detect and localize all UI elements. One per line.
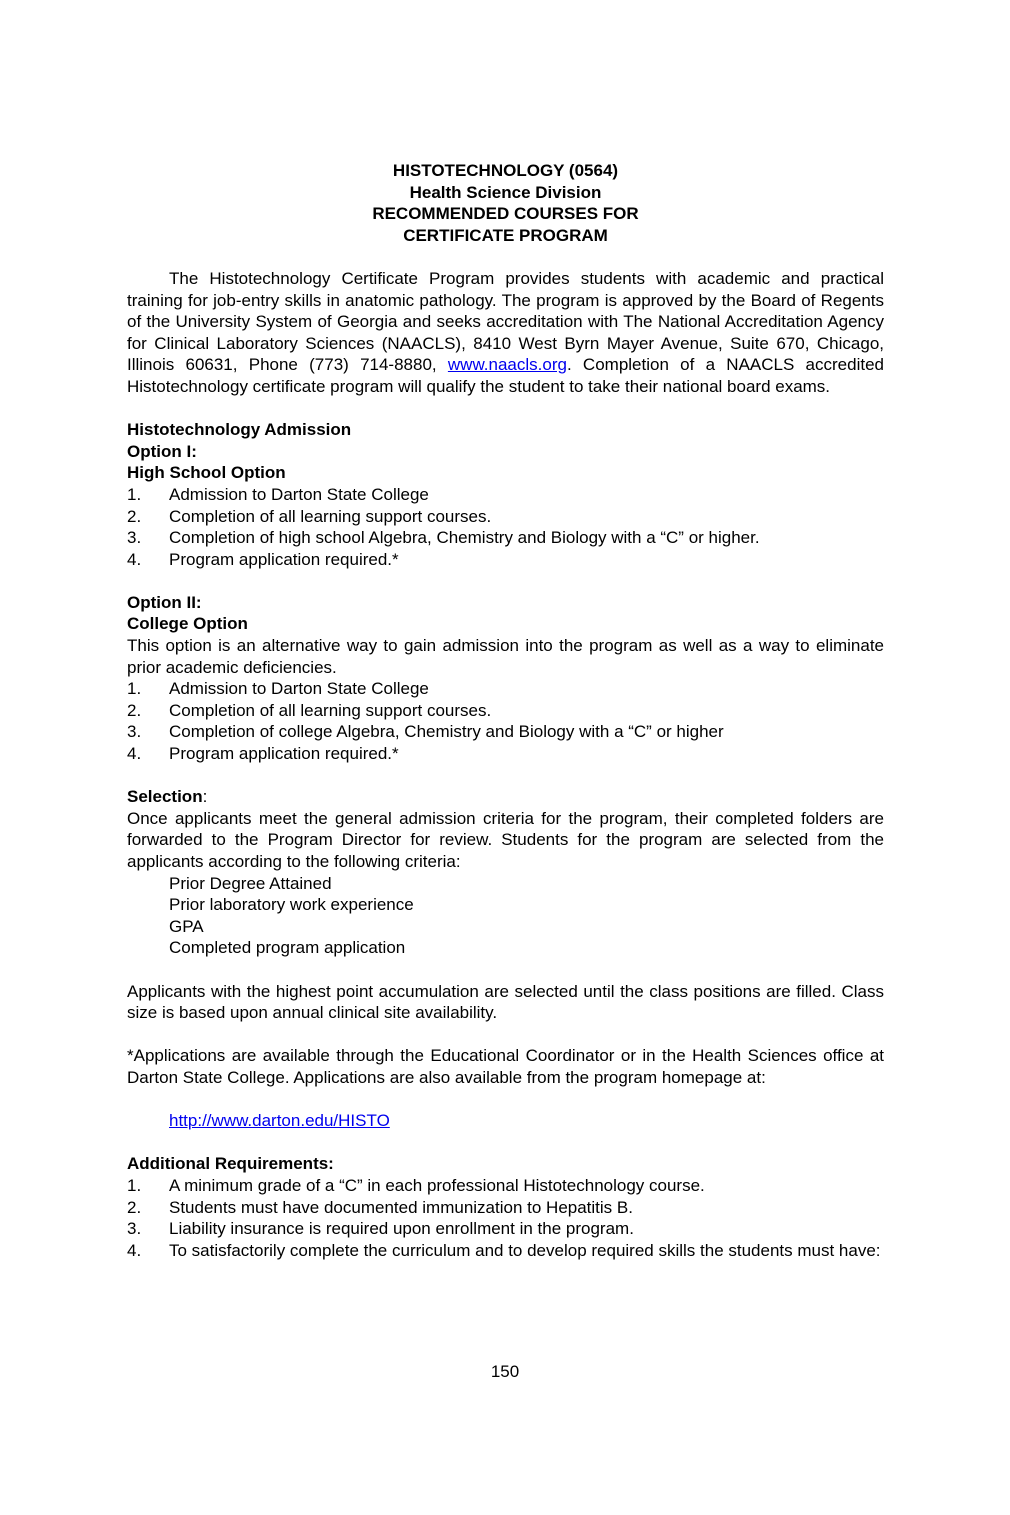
document-page xyxy=(127,160,884,1261)
selection-heading: Selection xyxy=(127,787,203,807)
intro-text-after: . Completion of a NAACLS accredited Histotechnology certificate program will qualify the student to take their national board exams. xyxy=(127,355,884,396)
list-item: 2. Completion of all learning support courses. xyxy=(127,700,492,720)
list-item: 4. To satisfactorily complete the curriculum and to develop required skills the students must have: xyxy=(127,1240,881,1260)
intro-text-before: The Histotechnology Certificate Program provides students with academic and practical training for job-entry skills in anatomic pathology. The program is approved by the Board of Regents of the University System of Georgia and seeks accreditation with The National Accreditation Agency for Clinical Laboratory Sciences (NAACLS), 8410 West Byrn Mayer Avenue, Suite 670, Chicago, Illinois 60631, Phone (773) 714-8880, xyxy=(127,268,884,375)
homepage-link[interactable]: http://www.darton.edu/HISTO xyxy=(169,1111,390,1131)
list-item: 4. Program application required.* xyxy=(127,744,399,764)
admission-heading: Histotechnology Admission xyxy=(127,420,352,440)
criteria-item: Prior Degree Attained xyxy=(169,873,332,893)
program-title: HISTOTECHNOLOGY (0564) xyxy=(392,161,619,180)
option2-description: This option is an alternative way to gain admission into the program as well as a way to eliminate prior academic deficiencies. xyxy=(127,636,884,677)
list-item: 1. Admission to Darton State College xyxy=(127,484,429,504)
list-item: 1. A minimum grade of a “C” in each professional Histotechnology course. xyxy=(127,1175,705,1195)
list-item: 4. Program application required.* xyxy=(127,549,399,569)
naacls-link[interactable]: www.naacls.org xyxy=(447,355,567,375)
intro-paragraph xyxy=(127,268,884,398)
homepage-link-line xyxy=(127,1110,884,1132)
additional-heading: Additional Requirements: xyxy=(127,1154,334,1174)
selection-closing: Applicants with the highest point accumulation are selected until the class positions are filled. Class size is based upon annual clinical site availability. xyxy=(127,981,884,1023)
list-item: 3. Liability insurance is required upon enrollment in the program. xyxy=(127,1219,634,1239)
option2-label: Option II: xyxy=(127,592,202,612)
list-item: 3. Completion of college Algebra, Chemistry and Biology with a “C” or higher xyxy=(127,722,724,742)
division-title: Health Science Division xyxy=(409,182,602,202)
option1-title: High School Option xyxy=(127,463,286,483)
criteria-item: Prior laboratory work experience xyxy=(169,895,414,915)
criteria-item: Completed program application xyxy=(169,938,406,958)
applications-text: *Applications are available through the Educational Coordinator or in the Health Sciences office at Darton State College. Applications are also available from the program homepage at: xyxy=(127,1046,884,1087)
criteria-item: GPA xyxy=(169,916,204,936)
selection-heading-line: Selection: xyxy=(127,787,208,807)
certificate-title: CERTIFICATE PROGRAM xyxy=(403,225,608,245)
page-number: 150 xyxy=(490,1362,520,1381)
option2-title: College Option xyxy=(127,614,248,634)
list-item: 1. Admission to Darton State College xyxy=(127,679,429,699)
option1-label: Option I: xyxy=(127,441,197,461)
list-item: 2. Students must have documented immunization to Hepatitis B. xyxy=(127,1197,633,1217)
recommended-title: RECOMMENDED COURSES FOR xyxy=(372,204,639,224)
list-item: 3. Completion of high school Algebra, Chemistry and Biology with a “C” or higher. xyxy=(127,528,760,548)
list-item: 2. Completion of all learning support courses. xyxy=(127,506,492,526)
selection-text: Once applicants meet the general admission criteria for the program, their completed folders are forwarded to the Program Director for review. Students for the program are selected from the applicants according to the following criteria: xyxy=(127,808,884,871)
